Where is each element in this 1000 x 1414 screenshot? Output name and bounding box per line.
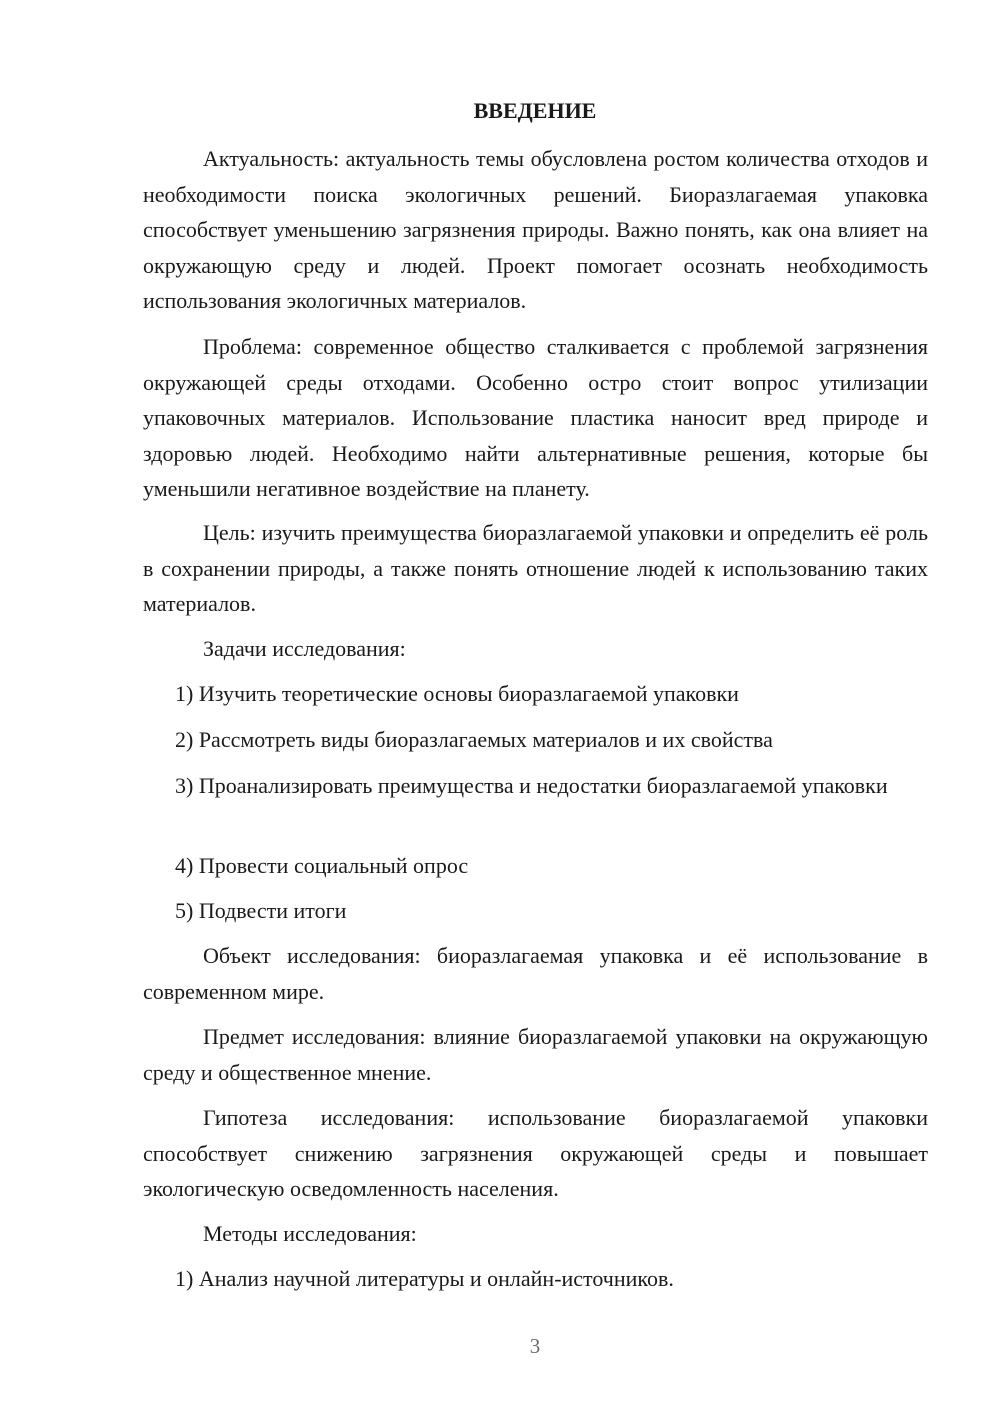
- paragraph-relevance: Актуальность: актуальность темы обусловлена ростом количества отходов и необходимости поиска экологичных решений. Биоразлагаемая упаковка способствует уменьшению загрязнения природы. Важно понять, как она влияет на окружающую среду и людей. Проект помогает осознать необходимость использования экологичных материалов.: [143, 146, 928, 313]
- page-number: 3: [529, 1334, 541, 1358]
- methods-heading: Методы исследования:: [203, 1221, 417, 1246]
- method-item-1: 1) Анализ научной литературы и онлайн-источников.: [175, 1266, 674, 1291]
- paragraph-goal: Цель: изучить преимущества биоразлагаемой упаковки и определить её роль в сохранении природы, а также понять отношение людей к использованию таких материалов.: [143, 520, 928, 616]
- paragraph-object: Объект исследования: биоразлагаемая упаковка и её использование в современном мире.: [143, 943, 928, 1004]
- paragraph-problem: Проблема: современное общество сталкивается с проблемой загрязнения окружающей среды отходами. Особенно остро стоит вопрос утилизации упаковочных материалов. Использование пластика наносит вред природе и здоровью людей. Необходимо найти альтернативные решения, которые бы уменьшили негативное воздействие на планету.: [143, 334, 928, 501]
- tasks-heading: Задачи исследования:: [203, 636, 406, 661]
- section-title: ВВЕДЕНИЕ: [473, 98, 597, 123]
- task-item-4: 4) Провести социальный опрос: [175, 853, 469, 878]
- task-item-2: 2) Рассмотреть виды биоразлагаемых материалов и их свойства: [175, 727, 773, 752]
- task-item-3: 3) Проанализировать преимущества и недостатки биоразлагаемой упаковки: [175, 773, 888, 798]
- task-item-5: 5) Подвести итоги: [175, 898, 347, 923]
- paragraph-hypothesis: Гипотеза исследования: использование биоразлагаемой упаковки способствует снижению загрязнения окружающей среды и повышает экологическую осведомленность населения.: [143, 1105, 928, 1201]
- paragraph-subject: Предмет исследования: влияние биоразлагаемой упаковки на окружающую среду и общественное мнение.: [143, 1024, 928, 1085]
- task-item-1: 1) Изучить теоретические основы биоразлагаемой упаковки: [175, 681, 739, 706]
